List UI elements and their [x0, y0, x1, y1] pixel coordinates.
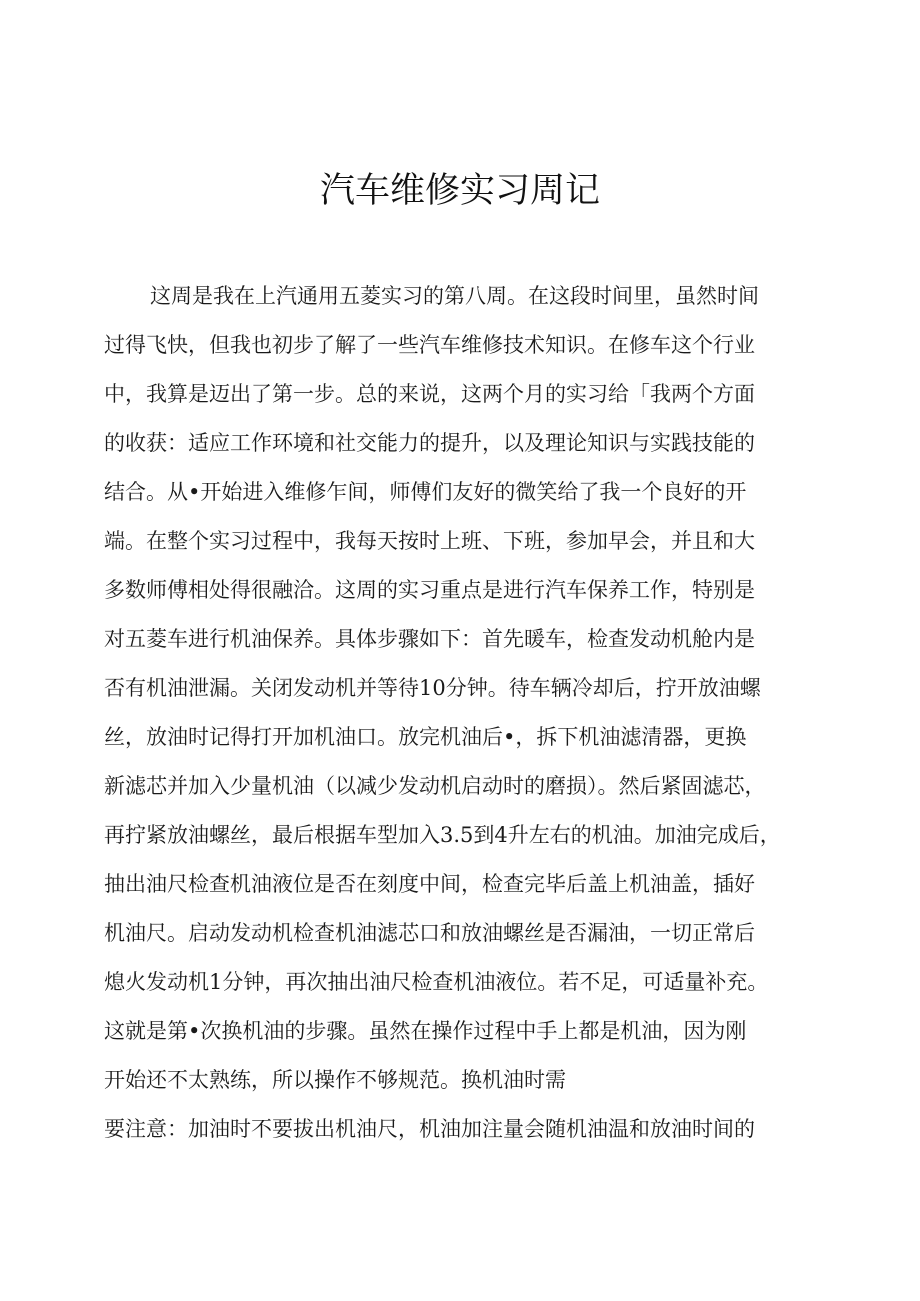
body-line-5: 结合。从•开始进入维修乍间，师傅们友好的微笑给了我一个良好的开 — [104, 480, 747, 504]
body-line-10: 丝，放油时记得打开加机油口。放完机油后•，拆下机油滤清器，更换 — [104, 725, 747, 749]
body-line-8: 对五菱车进行机油保养。具体步骤如下：首先暖车，检查发动机舱内是 — [104, 627, 755, 651]
body-line-1: 这周是我在上汽通用五菱实习的第八周。在这段时间里，虽然时间 — [150, 284, 759, 308]
body-line-9: 否有机油泄漏。关闭发动机并等待10分钟。待车辆冷却后，拧开放油螺 — [104, 676, 761, 700]
body-line-2: 过得飞快，但我也初步了解了一些汽车维修技术知识。在修车这个行业 — [104, 333, 755, 357]
body-line-17: 开始还不太熟练，所以操作不够规范。换机油时需 — [104, 1068, 566, 1092]
document-title: 汽车维修实习周记 — [319, 171, 600, 211]
body-line-15: 熄火发动机1分钟，再次抽出油尺检查机油液位。若不足，可适量补充。 — [104, 970, 769, 994]
body-line-7: 多数师傅相处得很融洽。这周的实习重点是进行汽车保养工作，特别是 — [104, 578, 755, 602]
body-line-12: 再拧紧放油螺丝，最后根据车型加入3.5到4升左右的机油。加油完成后， — [104, 823, 781, 847]
body-line-13: 抽出油尺检查机油液位是否在刻度中间，检查完毕后盖上机油盖，插好 — [104, 872, 755, 896]
body-line-18: 要注意：加油时不要拔出机油尺，机油加注量会随机油温和放油时间的 — [104, 1117, 755, 1141]
body-line-4: 的收获：适应工作环境和社交能力的提升，以及理论知识与实践技能的 — [104, 431, 755, 455]
body-line-6: 端。在整个实习过程中，我每天按时上班、下班，参加早会，并且和大 — [104, 529, 755, 553]
body-line-16: 这就是第•次换机油的步骤。虽然在操作过程中手上都是机油，因为刚 — [104, 1019, 747, 1043]
body-line-3: 中，我算是迈出了第一步。总的来说，这两个月的实习给「我两个方面 — [104, 382, 755, 406]
body-line-14: 机油尺。启动发动机检查机油滤芯口和放油螺丝是否漏油，一切正常后 — [104, 921, 755, 945]
body-line-11: 新滤芯并加入少量机油（以减少发动机启动时的磨损）。然后紧固滤芯， — [104, 774, 766, 798]
